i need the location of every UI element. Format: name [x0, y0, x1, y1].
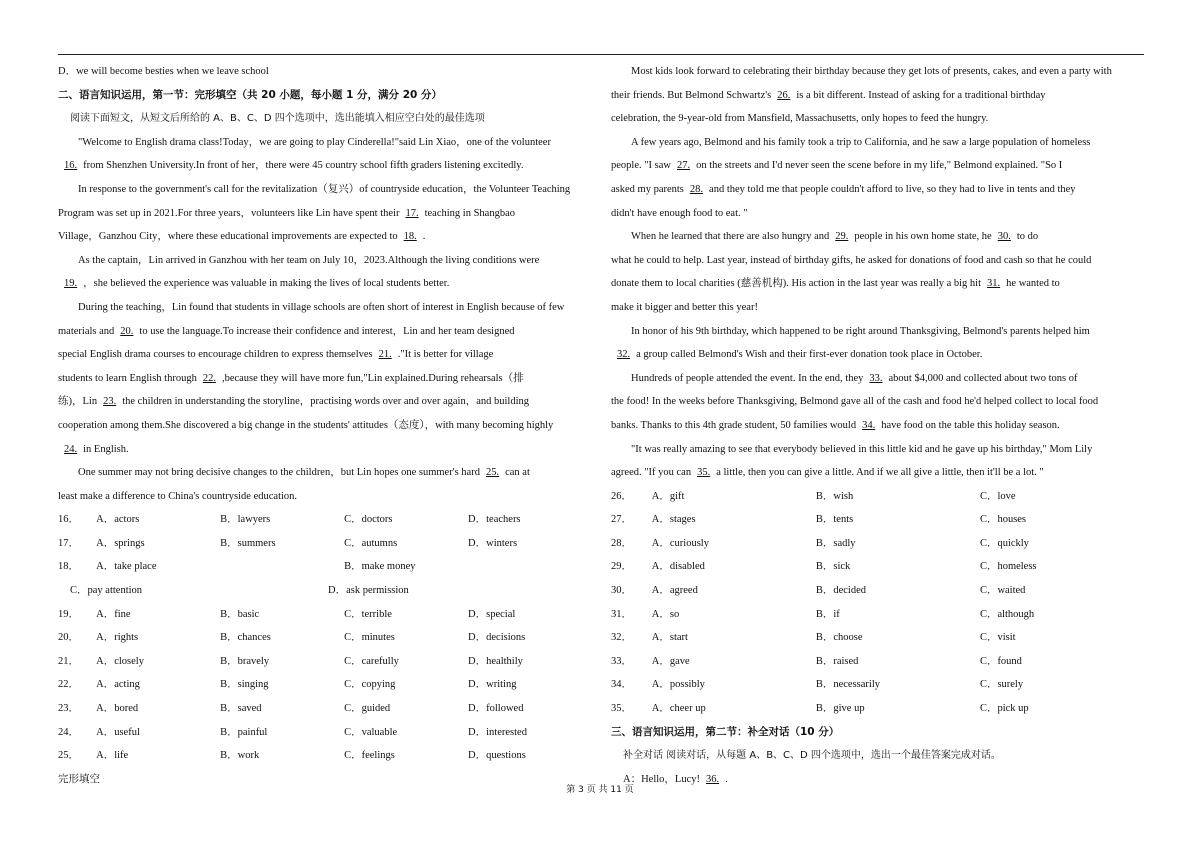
birthday-options — [611, 485, 1144, 721]
passage-line — [58, 320, 592, 344]
choice-d: D．questions — [468, 750, 526, 762]
question-number: 31． — [611, 608, 632, 620]
section-title-dialog: 三、语言知识运用，第二节：补全对话（10 分） — [611, 725, 840, 738]
answer-blank: 18. — [403, 231, 417, 243]
dialog-speaker-text: A：Hello，Lucy! — [623, 773, 700, 785]
choice-a: A．useful — [96, 726, 140, 738]
passage-text: In honor of his 9th birthday, which happened to be right around Thanksgiving, Belmond's parents helped him — [631, 325, 1090, 337]
passage-text: "Welcome to English drama class!Today，we are going to play Cinderella!"said Lin Xiao，one of the volunteer — [78, 136, 551, 148]
choice-c: C．visit — [979, 632, 1016, 644]
passage-text: a group called Belmond's Wish and their first-ever donation took place in October. — [636, 349, 983, 361]
passage-line — [58, 178, 592, 202]
choice-b: B．lawyers — [220, 514, 271, 526]
choice-b: B．bravely — [220, 655, 270, 667]
passage-text: donate them to local charities (慈善机构). His action in the last year was really a big hit — [611, 278, 982, 290]
question-number: 24． — [58, 726, 79, 738]
question-number: 20． — [58, 632, 79, 644]
section-title-cloze: 二、语言知识运用，第一节：完形填空（共 20 小题，每小题 1 分，满分 20 分） — [58, 88, 442, 101]
passage-line — [58, 438, 592, 462]
previous-option: D．we will become besties when we leave school — [58, 66, 269, 77]
option-row — [611, 626, 1144, 650]
choice-c: C．valuable — [344, 726, 398, 738]
option-row — [58, 532, 592, 556]
answer-blank: 27. — [676, 160, 691, 172]
choice-b: B．raised — [815, 655, 859, 667]
choice-a: A．cheer up — [651, 703, 706, 715]
cloze-passage — [58, 131, 592, 509]
passage-text: people in his own home state, he — [854, 231, 992, 243]
passage-line — [611, 131, 1144, 155]
choice-c: C．homeless — [979, 561, 1037, 573]
question-number: 21． — [58, 655, 79, 667]
option-indent — [58, 579, 70, 603]
passage-line — [58, 249, 592, 273]
dialog-instruction: 补全对话 阅读对话，从每题 A、B、C、D 四个选项中，选出一个最佳答案完成对话。 — [623, 750, 1001, 762]
passage-text: A few years ago, Belmond and his family took a trip to California, and he saw a large population of homeless — [631, 136, 1091, 148]
passage-line — [611, 461, 1144, 485]
answer-blank: 16. — [64, 160, 78, 172]
answer-blank: 23. — [103, 396, 117, 408]
passage-line — [611, 390, 1144, 414]
passage-text: teaching in Shangbao — [424, 207, 515, 219]
answer-blank: 32. — [617, 349, 631, 361]
choice-c: C．carefully — [344, 655, 399, 667]
option-row — [611, 508, 1144, 532]
choice-c: C．terrible — [344, 608, 392, 620]
option-row — [58, 603, 592, 627]
choice-d: D．winters — [468, 537, 518, 549]
choice-a: A．life — [96, 750, 129, 762]
choice-b: B．give up — [815, 703, 865, 715]
answer-blank: 36. — [705, 773, 720, 785]
option-row — [611, 673, 1144, 697]
answer-blank: 30. — [997, 231, 1011, 243]
choice-c: C．pay attention — [70, 585, 143, 597]
choice-c: C．minutes — [344, 632, 395, 644]
passage-text: about $4,000 and collected about two tons of — [888, 372, 1078, 384]
answer-blank: 31. — [987, 278, 1001, 290]
passage-text: can at — [505, 467, 530, 479]
option-row — [611, 697, 1144, 721]
passage-text: cooperation among them.She discovered a big change in the students' attitudes（态度），with many becoming highly — [58, 419, 554, 431]
choice-b: B．tents — [815, 514, 854, 526]
passage-text: a little, then you can give a little. And if we all give a little, then it'll be a lot. " — [716, 467, 1044, 479]
passage-text: from Shenzhen University.In front of her，there were 45 country school fifth graders listening excitedly. — [83, 160, 524, 172]
passage-line — [58, 414, 592, 438]
choice-c: C．quickly — [979, 537, 1029, 549]
passage-text: in English. — [83, 443, 129, 455]
question-number: 16． — [58, 514, 79, 526]
passage-line — [611, 438, 1144, 462]
choice-b: B．choose — [815, 632, 863, 644]
passage-line — [611, 414, 1144, 438]
choice-b: B．work — [220, 750, 260, 762]
passage-text: he wanted to — [1006, 278, 1060, 290]
choice-c: C．love — [979, 490, 1016, 502]
choice-c: C．pick up — [979, 703, 1029, 715]
choice-a: A．disabled — [651, 561, 705, 573]
passage-text: When he learned that there are also hungry and — [631, 231, 830, 243]
passage-text: their friends. But Belmond Schwartz's — [611, 89, 772, 101]
option-row — [611, 579, 1144, 603]
choice-b: B．chances — [220, 632, 271, 644]
choice-c: C．although — [979, 608, 1035, 620]
question-number: 23． — [58, 703, 79, 715]
passage-text: One summer may not bring decisive changes to the children，but Lin hopes one summer's hard — [78, 467, 480, 479]
answer-blank: 25. — [485, 467, 500, 479]
passage-line — [611, 154, 1144, 178]
choice-c: C．surely — [979, 679, 1024, 691]
question-number: 28． — [611, 537, 632, 549]
choice-c: C．doctors — [344, 514, 393, 526]
question-number: 18． — [58, 561, 79, 573]
choice-a: A．stages — [651, 514, 696, 526]
answer-blank: 19. — [64, 278, 78, 290]
choice-a: A．rights — [96, 632, 139, 644]
question-number: 32． — [611, 632, 632, 644]
passage-text: Hundreds of people attended the event. In the end, they — [631, 372, 864, 384]
question-number: 35． — [611, 703, 632, 715]
question-number: 17． — [58, 537, 79, 549]
option-row — [58, 555, 592, 579]
passage-line — [611, 84, 1144, 108]
choice-a: A．closely — [96, 655, 144, 667]
choice-a: A．so — [651, 608, 680, 620]
passage-text: ."It is better for village — [397, 349, 494, 361]
dialog-end: . — [725, 773, 728, 785]
passage-line — [611, 60, 1144, 84]
passage-line — [58, 485, 592, 509]
passage-line — [611, 320, 1144, 344]
passage-text: and they told me that people couldn't afford to live, so they had to live in tents and they — [709, 183, 1076, 195]
passage-text: Program was set up in 2021.For three years，volunteers like Lin have spent their — [58, 207, 400, 219]
question-number: 33． — [611, 655, 632, 667]
answer-blank: 21. — [378, 349, 392, 361]
choice-b: B．decided — [815, 585, 867, 597]
question-number: 27． — [611, 514, 632, 526]
choice-a: A．gave — [651, 655, 690, 667]
passage-text: to use the language.To increase their confidence and interest，Lin and her team designed — [139, 325, 515, 337]
choice-d: D．teachers — [468, 514, 521, 526]
passage-line — [58, 390, 592, 414]
passage-text: didn't have enough food to eat. " — [611, 207, 748, 219]
choice-d: D．interested — [468, 726, 527, 738]
passage-text: As the captain，Lin arrived in Ganzhou with her team on July 10，2023.Although the living conditions were — [78, 254, 540, 266]
choice-a: A．possibly — [651, 679, 705, 691]
option-row — [58, 697, 592, 721]
passage-line — [611, 202, 1144, 226]
passage-line — [58, 225, 592, 249]
choice-d: D．followed — [468, 703, 524, 715]
choice-b: B．summers — [220, 537, 276, 549]
choice-a: A．take place — [96, 561, 157, 573]
answer-blank: 28. — [689, 183, 704, 195]
choice-a: A．curiously — [651, 537, 709, 549]
passage-text: on the streets and I'd never seen the scene before in my life," Belmond explained. "So I — [696, 160, 1063, 172]
passage-text: celebration, the 9-year-old from Mansfield, Massachusetts, only hopes to feed the hungry. — [611, 113, 989, 125]
choice-b: B．sadly — [815, 537, 856, 549]
option-row — [58, 650, 592, 674]
choice-b: B．basic — [220, 608, 260, 620]
passage-line — [611, 272, 1144, 296]
choice-c: C．found — [979, 655, 1022, 667]
tail-label: 完形填空 — [58, 773, 100, 785]
choice-b: B．make money — [344, 561, 416, 573]
choice-a: A．acting — [96, 679, 140, 691]
passage-text: materials and — [58, 325, 115, 337]
passage-text: the food! In the weeks before Thanksgiving, Belmond gave all of the cash and food he'd helped collect to local food — [611, 396, 1099, 408]
choice-b: B．saved — [220, 703, 262, 715]
passage-text: is a bit different. Instead of asking for a traditional birthday — [796, 89, 1046, 101]
answer-blank: 26. — [777, 89, 791, 101]
passage-text: 练)，Lin — [58, 396, 98, 408]
question-number: 22． — [58, 679, 79, 691]
choice-d: D．decisions — [468, 632, 526, 644]
passage-text: have food on the table this holiday season. — [881, 419, 1060, 431]
option-row — [58, 744, 592, 768]
passage-text: ,because they will have more fun,"Lin explained.During rehearsals（排 — [221, 372, 524, 384]
passage-line — [58, 296, 592, 320]
answer-blank: 17. — [405, 207, 419, 219]
answer-blank: 24. — [64, 443, 78, 455]
passage-text: . — [422, 231, 426, 243]
passage-line — [611, 296, 1144, 320]
passage-text: the children in understanding the storyline，practising words over and over again，and building — [122, 396, 529, 408]
choice-a: A．bored — [96, 703, 139, 715]
passage-text: people. "I saw — [611, 160, 671, 172]
choice-c: C．autumns — [344, 537, 398, 549]
passage-text: Village，Ganzhou City，where these educational improvements are expected to — [58, 231, 398, 243]
passage-line — [611, 178, 1144, 202]
choice-d: D．healthily — [468, 655, 523, 667]
passage-line — [58, 202, 592, 226]
option-row — [58, 673, 592, 697]
left-column — [58, 60, 592, 791]
answer-blank: 33. — [869, 372, 883, 384]
answer-blank: 29. — [835, 231, 849, 243]
choice-a: A．agreed — [651, 585, 698, 597]
answer-blank: 35. — [697, 467, 711, 479]
passage-text: students to learn English through — [58, 372, 197, 384]
option-row — [611, 603, 1144, 627]
option-row — [611, 555, 1144, 579]
question-number: 29． — [611, 561, 632, 573]
question-number: 26． — [611, 490, 632, 502]
choice-a: A．start — [651, 632, 688, 644]
choice-a: A．gift — [651, 490, 685, 502]
birthday-passage — [611, 60, 1144, 485]
choice-d: D．writing — [468, 679, 517, 691]
option-row — [58, 721, 592, 745]
question-number: 25． — [58, 750, 79, 762]
passage-text: "It was really amazing to see that everybody believed in this little kid and he gave up his birthday," Mom Lily — [631, 443, 1093, 455]
option-row — [58, 508, 592, 532]
passage-line — [611, 367, 1144, 391]
passage-line — [58, 272, 592, 296]
choice-c: C．houses — [979, 514, 1027, 526]
choice-a: A．springs — [96, 537, 145, 549]
choice-c: C．feelings — [344, 750, 395, 762]
question-number: 30． — [611, 585, 632, 597]
answer-blank: 22. — [202, 372, 216, 384]
choice-b: B．necessarily — [815, 679, 881, 691]
passage-line — [611, 107, 1144, 131]
right-column — [611, 60, 1144, 791]
option-row — [58, 579, 592, 603]
passage-text: special English drama courses to encourage children to express themselves — [58, 349, 373, 361]
passage-line — [58, 367, 592, 391]
passage-text: asked my parents — [611, 183, 684, 195]
passage-line — [611, 249, 1144, 273]
passage-line — [611, 225, 1144, 249]
passage-line — [58, 461, 592, 485]
passage-text: what he could to help. Last year, instead of birthday gifts, he asked for donations of food and cash so that he could — [611, 254, 1092, 266]
passage-text: make it bigger and better this year! — [611, 301, 758, 313]
choice-b: B．wish — [815, 490, 854, 502]
passage-line — [611, 343, 1144, 367]
choice-b: B．singing — [220, 679, 269, 691]
choice-c: C．waited — [979, 585, 1026, 597]
choice-a: A．actors — [96, 514, 140, 526]
choice-c: C．copying — [344, 679, 396, 691]
question-number: 19． — [58, 608, 79, 620]
passage-line — [58, 343, 592, 367]
passage-line — [58, 131, 592, 155]
passage-text: to do — [1016, 231, 1039, 243]
answer-blank: 20. — [120, 325, 134, 337]
page-number: 第 3 页 共 11 页 — [566, 785, 634, 795]
question-number: 34． — [611, 679, 632, 691]
choice-b: B．sick — [815, 561, 851, 573]
choice-b: B．if — [815, 608, 840, 620]
cloze-options — [58, 508, 592, 768]
answer-blank: 34. — [862, 419, 876, 431]
option-row — [611, 650, 1144, 674]
choice-a: A．fine — [96, 608, 131, 620]
option-row — [611, 485, 1144, 509]
section-instruction: 阅读下面短文，从短文后所给的 A、B、C、D 四个选项中，选出能填入相应空白处的最佳选项 — [70, 113, 485, 125]
choice-d: D．ask permission — [328, 585, 409, 597]
header-rule — [58, 54, 1144, 55]
option-row — [58, 626, 592, 650]
choice-c: C．guided — [344, 703, 391, 715]
passage-text: During the teaching，Lin found that students in village schools are often short of interest in English because of few — [78, 301, 565, 313]
passage-text: In response to the government's call for the revitalization（复兴）of countryside education，the Volunteer Teaching — [78, 183, 571, 195]
choice-b: B．painful — [220, 726, 268, 738]
passage-text: banks. Thanks to this 4th grade student, 50 families would — [611, 419, 857, 431]
passage-text: ，she believed the experience was valuable in making the lives of local students better. — [83, 278, 450, 290]
passage-line — [58, 154, 592, 178]
passage-text: Most kids look forward to celebrating their birthday because they get lots of presents, cakes, and even a party with — [631, 66, 1112, 77]
passage-text: agreed. "If you can — [611, 467, 692, 479]
option-row — [611, 532, 1144, 556]
choice-d: D．special — [468, 608, 516, 620]
passage-text: least make a difference to China's countryside education. — [58, 490, 298, 502]
